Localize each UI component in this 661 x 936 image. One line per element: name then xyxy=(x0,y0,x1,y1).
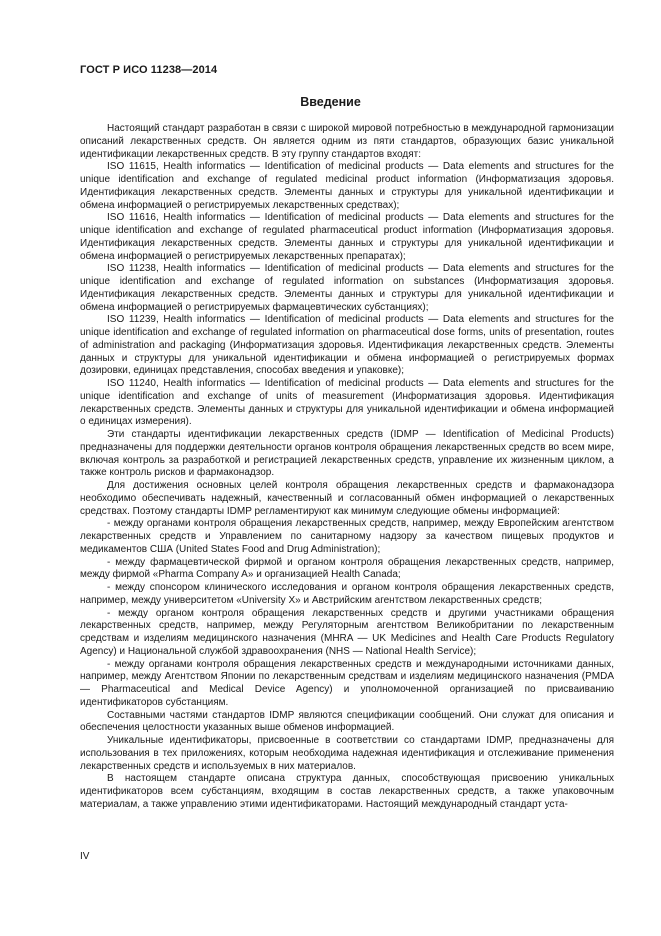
list-item: - между фармацевтической фирмой и органом контроля обращения лекарственных средств, например, между фирмой «Pharma Company A» и организацией Health Canada; xyxy=(80,556,614,581)
page-number: IV xyxy=(80,851,90,862)
paragraph: ISO 11239, Health informatics — Identification of medicinal products — Data elements and structures for the unique identification and exchange of regulated information on pharmaceutical dose forms, units of presentation, routes of administration and packaging (Информатизация здоровья. Идентификация лекарственных средств. Элементы данных и структуры для уникальной идентификации и обмена информацией о регистрируемых формах дозировки, единицах представления, способах введения и упаковке); xyxy=(80,314,614,377)
list-item: - между органами контроля обращения лекарственных средств, например, между Европейским агентством лекарственных средств и Управлением по санитарному надзору за качеством пищевых продуктов и медикаментов США (United States Food and Drug Administration); xyxy=(80,518,614,555)
section-title: Введение xyxy=(300,95,361,109)
paragraph: Для достижения основных целей контроля обращения лекарственных средств и фармаконадзора необходимо обеспечивать надежный, качественный и согласованный обмен информацией о лекарственных средствах. Поэтому стандарты IDMP регламентируют как минимум следующие обмены информацией: xyxy=(80,480,614,517)
paragraph: Эти стандарты идентификации лекарственных средств (IDMP — Identification of Medicinal Products) предназначены для поддержки деятельности органов контроля обращения лекарственных средств во всем мире, включая контроль за разработкой и регистрацией лекарственных средств, управление их жизненным циклом, а также контроль рисков и фармаконадзор. xyxy=(80,429,614,479)
paragraph: ISO 11616, Health informatics — Identification of medicinal products — Data elements and structures for the unique identification and exchange of regulated pharmaceutical product information (Информатизация здоровья. Идентификация лекарственных средств. Элементы данных и структуры для уникальной идентификации и обмена информацией о регистрируемых лекарственных препаратах); xyxy=(80,212,614,262)
paragraph: ISO 11238, Health informatics — Identification of medicinal products — Data elements and structures for the unique identification and exchange of regulated information on substances (Информатизация здоровья. Идентификация лекарственных средств. Элементы данных и структуры для уникальной идентификации и обмена информацией о регистрируемых фармацевтических субстанциях); xyxy=(80,263,614,313)
document-code-header: ГОСТ Р ИСО 11238—2014 xyxy=(80,64,218,76)
list-item: - между спонсором клинического исследования и органом контроля обращения лекарственных средств, например, между университетом «University X» и Австрийским агентством лекарственных средств; xyxy=(80,582,614,606)
list-item: - между органами контроля обращения лекарственных средств и международными источниками данных, например, между Агентством Японии по лекарственным средствам и изделиям медицинского назначения (PMDA — Pharmaceutical and Medical Device Agency) и уполномоченной организацией по присваиванию идентификаторов субстанциям. xyxy=(80,658,614,708)
paragraph: В настоящем стандарте описана структура данных, способствующая присвоению уникальных идентификаторов всем субстанциям, входящим в состав лекарственных средств, а также упаковочным материалам, а также управлению этими идентификаторами. Настоящий международный стандарт уста- xyxy=(80,773,614,810)
paragraph: ISO 11615, Health informatics — Identification of medicinal products — Data elements and structures for the unique identification and exchange of regulated medicinal product information (Информатизация здоровья. Идентификация лекарственных средств. Элементы данных и структуры для уникальной идентификации и обмена информацией о регистрируемых лекарственных средствах); xyxy=(80,161,614,211)
paragraph: ISO 11240, Health informatics — Identification of medicinal products — Data elements and structures for the unique identification and exchange of units of measurement (Информатизация здоровья. Идентификация лекарственных средств. Элементы данных и структуры для уникальной идентификации и обмена информацией о единицах измерения). xyxy=(80,378,614,428)
paragraph: Уникальные идентификаторы, присвоенные в соответствии со стандартами IDMP, предназначены для использования в тех приложениях, которым необходима надежная идентификация и отслеживание применения лекарственных средств и используемых в них материалов. xyxy=(80,735,614,772)
list-item: - между органом контроля обращения лекарственных средств и другими участниками обращения лекарственных средств, например, между Регуляторным агентством Великобритании по лекарственным средствам и изделиям медицинского назначения (MHRA — UK Medicines and Health Care Products Regulatory Agency) и Национальной службой здравоохранения (NHS — National Health Service); xyxy=(80,607,614,657)
paragraph: Составными частями стандартов IDMP являются спецификации сообщений. Они служат для описания и обеспечения целостности указанных выше обменов информацией. xyxy=(80,709,614,734)
document-body xyxy=(80,123,614,812)
paragraph: Настоящий стандарт разработан в связи с широкой мировой потребностью в международной гармонизации описаний лекарственных средств. Он является одним из пяти стандартов, образующих базис уникальной идентификации лекарственных средств. В эту группу стандартов входят: xyxy=(80,123,614,160)
